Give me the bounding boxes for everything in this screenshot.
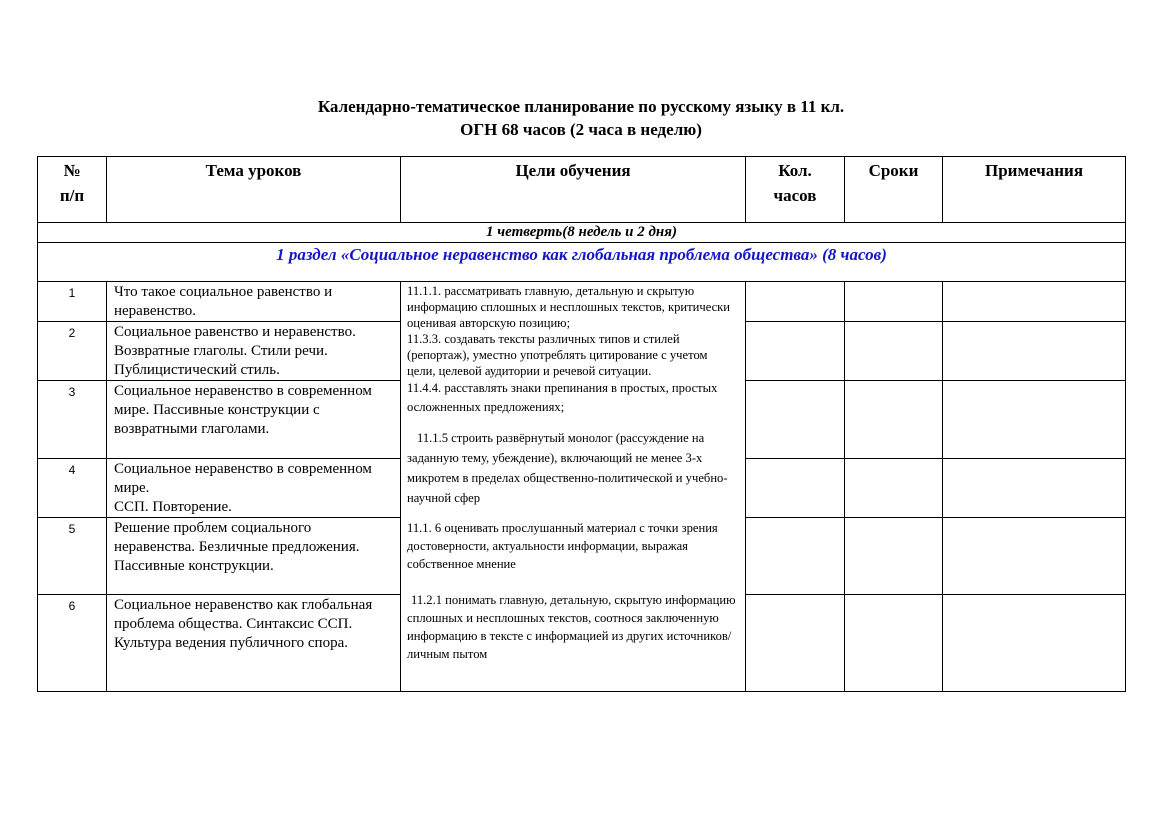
notes-cell[interactable] — [943, 595, 1126, 692]
dates-cell[interactable] — [845, 381, 943, 459]
notes-cell[interactable] — [943, 459, 1126, 518]
learning-goals — [401, 282, 746, 692]
row-topic: Социальное неравенство в современном мире. ССП. Повторение. — [107, 459, 401, 518]
notes-cell[interactable] — [943, 381, 1126, 459]
header-hours: Кол. часов — [746, 157, 845, 223]
header-notes: Примечания — [943, 157, 1126, 223]
row-number: 5 — [38, 518, 107, 595]
header-goals: Цели обучения — [401, 157, 746, 223]
page-title: Календарно-тематическое планирование по русскому языку в 11 кл. — [317, 97, 845, 116]
goal-item: 11.2.1 понимать главную, детальную, скрытую информацию сплошных и несплошных текстов, соотнося заключенную информацию в тексте с информацией из других источников/личным пытом — [407, 593, 736, 661]
row-topic: Социальное неравенство в современном мире. Пассивные конструкции с возвратными глаголами. — [107, 381, 401, 459]
goal-item: 11.4.4. расставлять знаки препинания в простых, простых осложненных предложениях; — [407, 381, 718, 414]
page-subtitle: ОГН 68 часов (2 часа в неделю) — [460, 120, 702, 139]
hours-cell[interactable] — [746, 459, 845, 518]
goal-item: 11.3.3. создавать тексты различных типов и стилей (репортаж), уместно употреблять цитирование с учетом цели, целевой аудитории и речевой ситуации. — [407, 332, 708, 378]
dates-cell[interactable] — [845, 282, 943, 322]
quarter-label: 1 четверть(8 недель и 2 дня) — [38, 223, 1126, 243]
hours-cell[interactable] — [746, 595, 845, 692]
hours-cell[interactable] — [746, 282, 845, 322]
dates-cell[interactable] — [845, 595, 943, 692]
header-dates: Сроки — [845, 157, 943, 223]
table-row — [38, 282, 1126, 322]
plan-table — [37, 156, 1126, 692]
row-number: 1 — [38, 282, 107, 322]
row-topic: Решение проблем социального неравенства. Безличные предложения. Пассивные конструкции. — [107, 518, 401, 595]
goal-item: 11.1.1. рассматривать главную, детальную и скрытую информацию сплошных и несплошных текстов, критически оценивая авторскую позицию; — [407, 284, 731, 330]
header-num: № п/п — [38, 157, 107, 223]
row-topic: Что такое социальное равенство и неравенство. — [107, 282, 401, 322]
row-number: 6 — [38, 595, 107, 692]
row-topic: Социальное неравенство как глобальная проблема общества. Синтаксис ССП. Культура ведения публичного спора. — [107, 595, 401, 692]
dates-cell[interactable] — [845, 518, 943, 595]
header-row — [38, 157, 1126, 223]
row-topic: Социальное равенство и неравенство. Возвратные глаголы. Стили речи. Публицистический стиль. — [107, 322, 401, 381]
dates-cell[interactable] — [845, 322, 943, 381]
hours-cell[interactable] — [746, 518, 845, 595]
row-number: 2 — [38, 322, 107, 381]
goal-item: 11.1.5 строить развёрнутый монолог (рассуждение на заданную тему, убеждение), включающий не менее 3-х микротем в пределах общественно-политической и учебно-научной сфер — [407, 431, 728, 505]
row-number: 3 — [38, 381, 107, 459]
dates-cell[interactable] — [845, 459, 943, 518]
goal-item: 11.1. 6 оценивать прослушанный материал с точки зрения достоверности, актуальности информации, выражая собственное мнение — [407, 521, 718, 571]
row-number: 4 — [38, 459, 107, 518]
hours-cell[interactable] — [746, 322, 845, 381]
hours-cell[interactable] — [746, 381, 845, 459]
header-topic: Тема уроков — [107, 157, 401, 223]
notes-cell[interactable] — [943, 322, 1126, 381]
notes-cell[interactable] — [943, 282, 1126, 322]
section-title: 1 раздел «Социальное неравенство как глобальная проблема общества» (8 часов) — [38, 243, 1126, 282]
notes-cell[interactable] — [943, 518, 1126, 595]
